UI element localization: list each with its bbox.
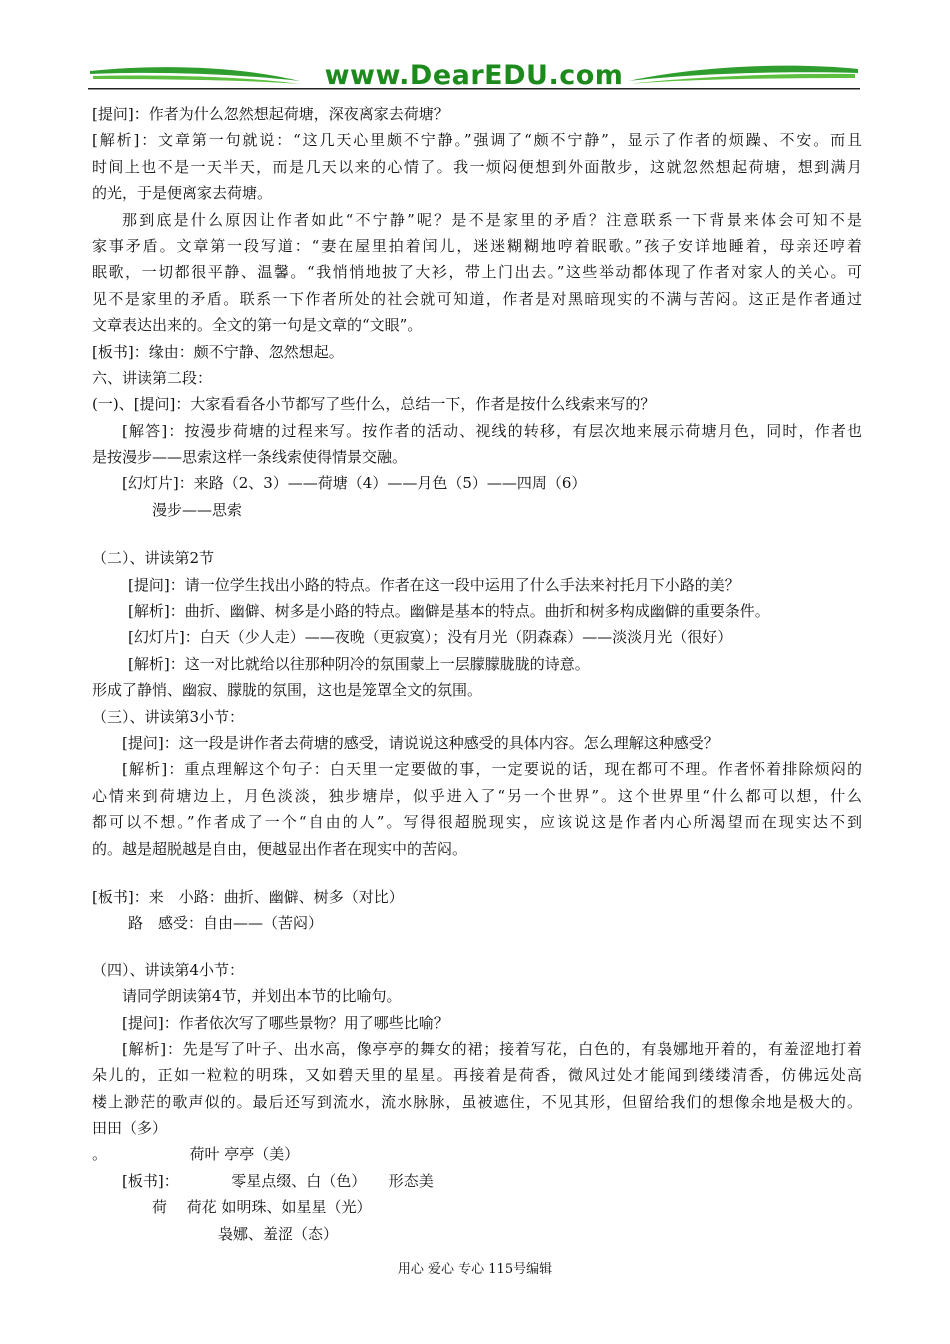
document-body: [92, 101, 862, 1247]
paragraph-line: 家事矛盾。文章第一段写道：“妻在屋里拍着闰儿，迷迷糊糊地哼着眠歌。”孩子安详地睡着，母亲还哼着: [92, 236, 862, 255]
blank-line: [92, 862, 862, 884]
board-note-line: 田田（多）: [92, 1119, 168, 1138]
paragraph-line: [提问]：作者为什么忽然想起荷塘，深夜离家去荷塘？: [92, 105, 449, 123]
board-note-line: [板书]：来 小路：曲折、幽僻、树多（对比）: [92, 887, 404, 906]
board-note-line: 。 荷叶 亭亭（美）: [92, 1145, 300, 1164]
paragraph-line: [提问]：这一段是讲作者去荷塘的感受，请说说这种感受的具体内容。怎么理解这种感受？: [122, 733, 719, 752]
board-note-line: [板书]： 零星点缀、白（色） 形态美: [122, 1171, 434, 1190]
blank-line: [92, 937, 862, 957]
paragraph-line: 的光，于是便离家去荷塘。: [92, 184, 273, 203]
blank-line: [92, 523, 862, 545]
paragraph-line: [解析]：曲折、幽僻、树多是小路的特点。幽僻是基本的特点。曲折和树多构成幽僻的重要条件。: [128, 602, 770, 621]
paragraph-line: 请同学朗读第4节，并划出本节的比喻句。: [122, 987, 402, 1006]
paragraph-line: 时间上也不是一天半天，而是几天以来的心情了。我一烦闷便想到外面散步，这就忽然想起荷塘，想到满月: [92, 157, 862, 176]
paragraph-line: [解答]：按漫步荷塘的过程来写。按作者的活动、视线的转移，有层次地来展示荷塘月色，同时，作者也: [122, 421, 862, 440]
paragraph-line: [解析]：这一对比就给以往那种阴冷的氛围蒙上一层朦朦胧胧的诗意。: [128, 654, 590, 673]
subsection-heading: (一)、[提问]：大家看看各小节都写了些什么，总结一下，作者是按什么线索来写的？: [92, 395, 656, 414]
slide-note-line: [幻灯片]：来路（2、3）——荷塘（4）——月色（5）——四周（6）: [122, 474, 587, 493]
board-note-line: 路 感受：自由——（苦闷）: [128, 914, 324, 933]
paragraph-line: 朵儿的，正如一粒粒的明珠，又如碧天里的星星。再接着是荷香，微风过处才能闻到缕缕清香，仿佛远处高: [92, 1066, 862, 1085]
section-heading: 六、讲读第二段：: [92, 368, 213, 387]
paragraph-line: [解析]：文章第一句就说：“这几天心里颇不宁静。”强调了“颇不宁静”，显示了作者的烦躁、不安。而且: [92, 131, 862, 150]
subsection-heading: （四）、讲读第4小节：: [92, 960, 245, 979]
paragraph-line: 的。越是超脱越是自由，便越显出作者在现实中的苦闷。: [92, 839, 468, 858]
site-brand-logo: www.DearEDU.com: [324, 60, 624, 91]
slide-note-line: [幻灯片]：白天（少人走）——夜晚（更寂寞）；没有月光（阴森森）——淡淡月光（很好）: [128, 628, 733, 647]
paragraph-line: [提问]：请一位学生找出小路的特点。作者在这一段中运用了什么手法来衬托月下小路的美？: [128, 575, 740, 594]
board-note-line: 荷 荷花 如明珠、如星星（光）: [152, 1198, 372, 1217]
paragraph-line: 是按漫步——思索这样一条线索使得情景交融。: [92, 448, 408, 467]
page-footer: 用心 爱心 专心 115号编辑: [397, 1262, 553, 1277]
paragraph-line: 文章表达出来的。全文的第一句是文章的“文眼”。: [92, 316, 423, 335]
board-note-line: [板书]：缘由：颇不宁静、忽然想起。: [92, 342, 344, 361]
paragraph-line: 形成了静悄、幽寂、朦胧的氛围，这也是笼罩全文的氛围。: [92, 681, 483, 700]
paragraph-line: [解析]：先是写了叶子、出水高，像亭亭的舞女的裙；接着写花，白色的，有袅娜地开着的，有羞涩地打着: [122, 1039, 862, 1058]
paragraph-line: 眠歌，一切都很平静、温馨。“我悄悄地披了大衫，带上门出去。”这些举动都体现了作者对家人的关心。可: [92, 263, 862, 282]
paragraph-line: 都可以不想。”作者成了一个“自由的人”。写得很超脱现实，应该说这是作者内心所渴望而在现实达不到: [92, 813, 862, 832]
site-header-banner: [88, 58, 860, 96]
slide-note-line: 漫步——思索: [152, 500, 243, 519]
paragraph-line: 那到底是什么原因让作者如此“不宁静”呢？是不是家里的矛盾？注意联系一下背景来体会可知不是: [122, 210, 862, 229]
board-note-line: 袅娜、羞涩（态）: [218, 1224, 339, 1243]
paragraph-line: [提问]：作者依次写了哪些景物？用了哪些比喻？: [122, 1013, 449, 1032]
paragraph-line: 见不是家里的矛盾。联系一下作者所处的社会就可知道，作者是对黑暗现实的不满与苦闷。这正是作者通过: [92, 289, 862, 308]
subsection-heading: （三）、讲读第3小节：: [92, 707, 245, 726]
paragraph-line: 楼上渺茫的歌声似的。最后还写到流水，流水脉脉，虽被遮住，不见其形，但留给我们的想像余地是极大的。: [92, 1092, 862, 1111]
subsection-heading: （二）、讲读第2节: [92, 549, 215, 568]
paragraph-line: [解析]：重点理解这个句子：白天里一定要做的事，一定要说的话，现在都可不理。作者怀着排除烦闷的: [122, 760, 862, 779]
paragraph-line: 心情来到荷塘边上，月色淡淡，独步塘岸，似乎进入了“另一个世界”。这个世界里“什么都可以想，什么: [92, 786, 862, 805]
